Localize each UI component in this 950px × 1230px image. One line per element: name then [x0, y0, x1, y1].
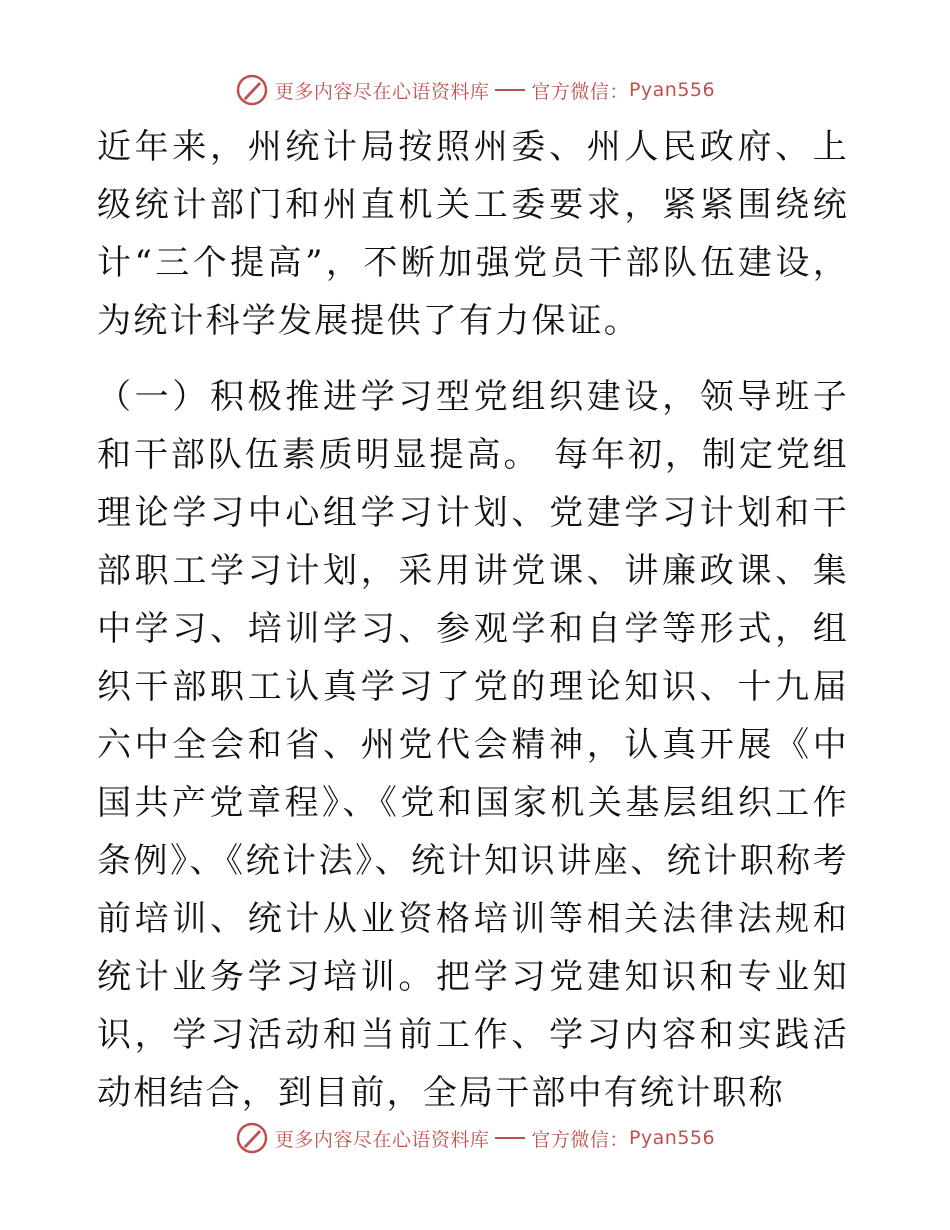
watermark-contact-label: 官方微信： [531, 80, 629, 103]
watermark-contact-id: Pyan556 [628, 79, 716, 101]
paragraph-intro: 近年来，州统计局按照州委、州人民政府、上级统计部门和州直机关工委要求，紧紧围绕统计“三个提高”，不断加强党员干部队伍建设，为统计科学发展提供了有力保证。 [97, 127, 849, 341]
watermark-contact-label: 官方微信： [531, 1128, 629, 1151]
watermark-separator [495, 1137, 525, 1139]
watermark-contact-id: Pyan556 [628, 1127, 716, 1149]
paragraph-section-1: （一）积极推进学习型党组织建设，领导班子和干部队伍素质明显提高。 每年初，制定党组理论学习中心组学习计划、党建学习计划和干部职工学习计划，采用讲党课、讲廉政课、集中学习、培训学习、参观学和自学等形式，组织干部职工认真学习了党的理论知识、十九届六中全会和省、州党代会精神，认真开展《中国共产党章程》、《党和国家机关基层组织工作条例》、《统计法》、统计知识讲座、统计职称考前培训、统计从业资格培训等相关法律法规和统计业务学习培训。把学习党建知识和专业知识，学习活动和当前工作、学习内容和实践活动相结合，到目前，全局干部中有统计职称 [97, 377, 849, 1113]
watermark-brand: 更多内容尽在心语资料库 [274, 80, 490, 103]
document-body [97, 118, 849, 1122]
watermark-separator [495, 89, 525, 91]
quill-logo-icon [235, 1121, 269, 1155]
header-watermark [0, 70, 950, 110]
watermark-brand: 更多内容尽在心语资料库 [274, 1128, 490, 1151]
quill-logo-icon [235, 73, 269, 107]
footer-watermark [0, 1118, 950, 1158]
